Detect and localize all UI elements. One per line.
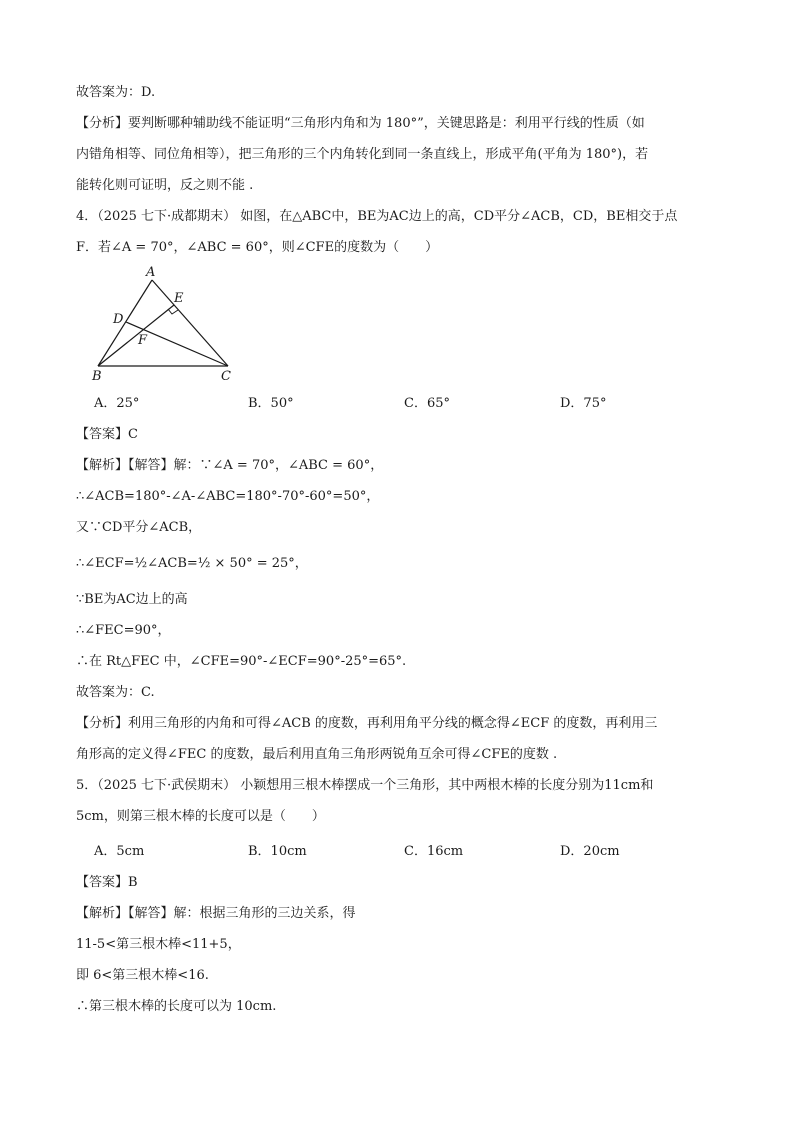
q4-solution-7: ∴在 Rt△FEC 中，∠CFE=90°-∠ECF=90°-25°=65°.: [76, 654, 407, 669]
label-e: E: [174, 291, 184, 306]
q5-option-c: C．16cm: [404, 844, 464, 859]
q4-solution-3: 又∵CD平分∠ACB，: [76, 520, 202, 535]
q4-solution-8: 故答案为：C.: [76, 685, 155, 700]
question-4-line1: 4．（2025 七下·成都期末） 如图，在△ABC中，BE为AC边上的高，CD平分∠ACB，CD，BE相交于点: [76, 209, 678, 224]
q5-solution-2: 11-5<第三根木棒<11+5，: [76, 937, 241, 952]
label-c: C: [221, 369, 231, 384]
label-b: B: [92, 369, 102, 384]
side-ac: [152, 280, 228, 366]
q4-option-d: D．75°: [560, 396, 607, 411]
q5-option-b: B．10cm: [248, 844, 307, 859]
q5-solution-4: ∴第三根木棒的长度可以为 10cm.: [76, 999, 277, 1014]
analysis-prev-line3: 能转化则可证明，反之则不能 .: [76, 178, 254, 193]
question-4-line2: F．若∠A = 70°，∠ABC = 60°，则∠CFE的度数为（ ）: [76, 240, 439, 255]
q4-solution-5: ∵BE为AC边上的高: [76, 592, 188, 607]
q5-option-d: D．20cm: [560, 844, 620, 859]
q4-analysis-2: 角形高的定义得∠FEC 的度数，最后利用直角三角形两锐角互余可得∠CFE的度数 .: [76, 747, 558, 762]
q4-answer: 【答案】C: [76, 427, 138, 442]
q5-answer: 【答案】B: [76, 875, 138, 890]
label-a: A: [146, 265, 156, 280]
q4-option-c: C．65°: [404, 396, 450, 411]
q4-solution-6: ∴∠FEC=90°，: [76, 623, 171, 638]
q4-analysis-1: 【分析】利用三角形的内角和可得∠ACB 的度数，再利用角平分线的概念得∠ECF 的度数，再利用三: [76, 716, 658, 731]
right-angle-mark: [168, 309, 178, 314]
line-answer-prev: 故答案为：D.: [76, 85, 156, 100]
question-5-line1: 5．（2025 七下·武侯期末） 小颖想用三根木棒摆成一个三角形，其中两根木棒的长度分别为11cm和: [76, 778, 654, 793]
analysis-prev-line2: 内错角相等、同位角相等），把三角形的三个内角转化到同一条直线上，形成平角(平角为 180°)，若: [76, 147, 649, 162]
question-5-line2: 5cm，则第三根木棒的长度可以是（ ）: [76, 809, 325, 824]
q4-solution-1: 【解析】【解答】解：∵∠A = 70°，∠ABC = 60°，: [76, 458, 384, 473]
q4-solution-4: ∴∠ECF=½∠ACB=½ × 50° = 25°，: [76, 556, 308, 571]
side-ab: [98, 280, 152, 366]
label-f: F: [138, 333, 148, 348]
analysis-prev-line1: 【分析】要判断哪种辅助线不能证明“三角形内角和为 180°”，关键思路是：利用平行线的性质（如: [76, 116, 645, 131]
q5-option-a: A．5cm: [94, 844, 145, 859]
q5-solution-3: 即 6<第三根木棒<16.: [76, 968, 209, 983]
q4-option-b: B．50°: [248, 396, 294, 411]
label-d: D: [113, 312, 124, 327]
q5-solution-1: 【解析】【解答】解：根据三角形的三边关系，得: [76, 906, 356, 921]
segment-be: [98, 305, 174, 366]
triangle-figure: [88, 262, 248, 386]
q4-solution-2: ∴∠ACB=180°-∠A-∠ABC=180°-70°-60°=50°，: [76, 489, 380, 504]
q4-option-a: A．25°: [94, 396, 140, 411]
